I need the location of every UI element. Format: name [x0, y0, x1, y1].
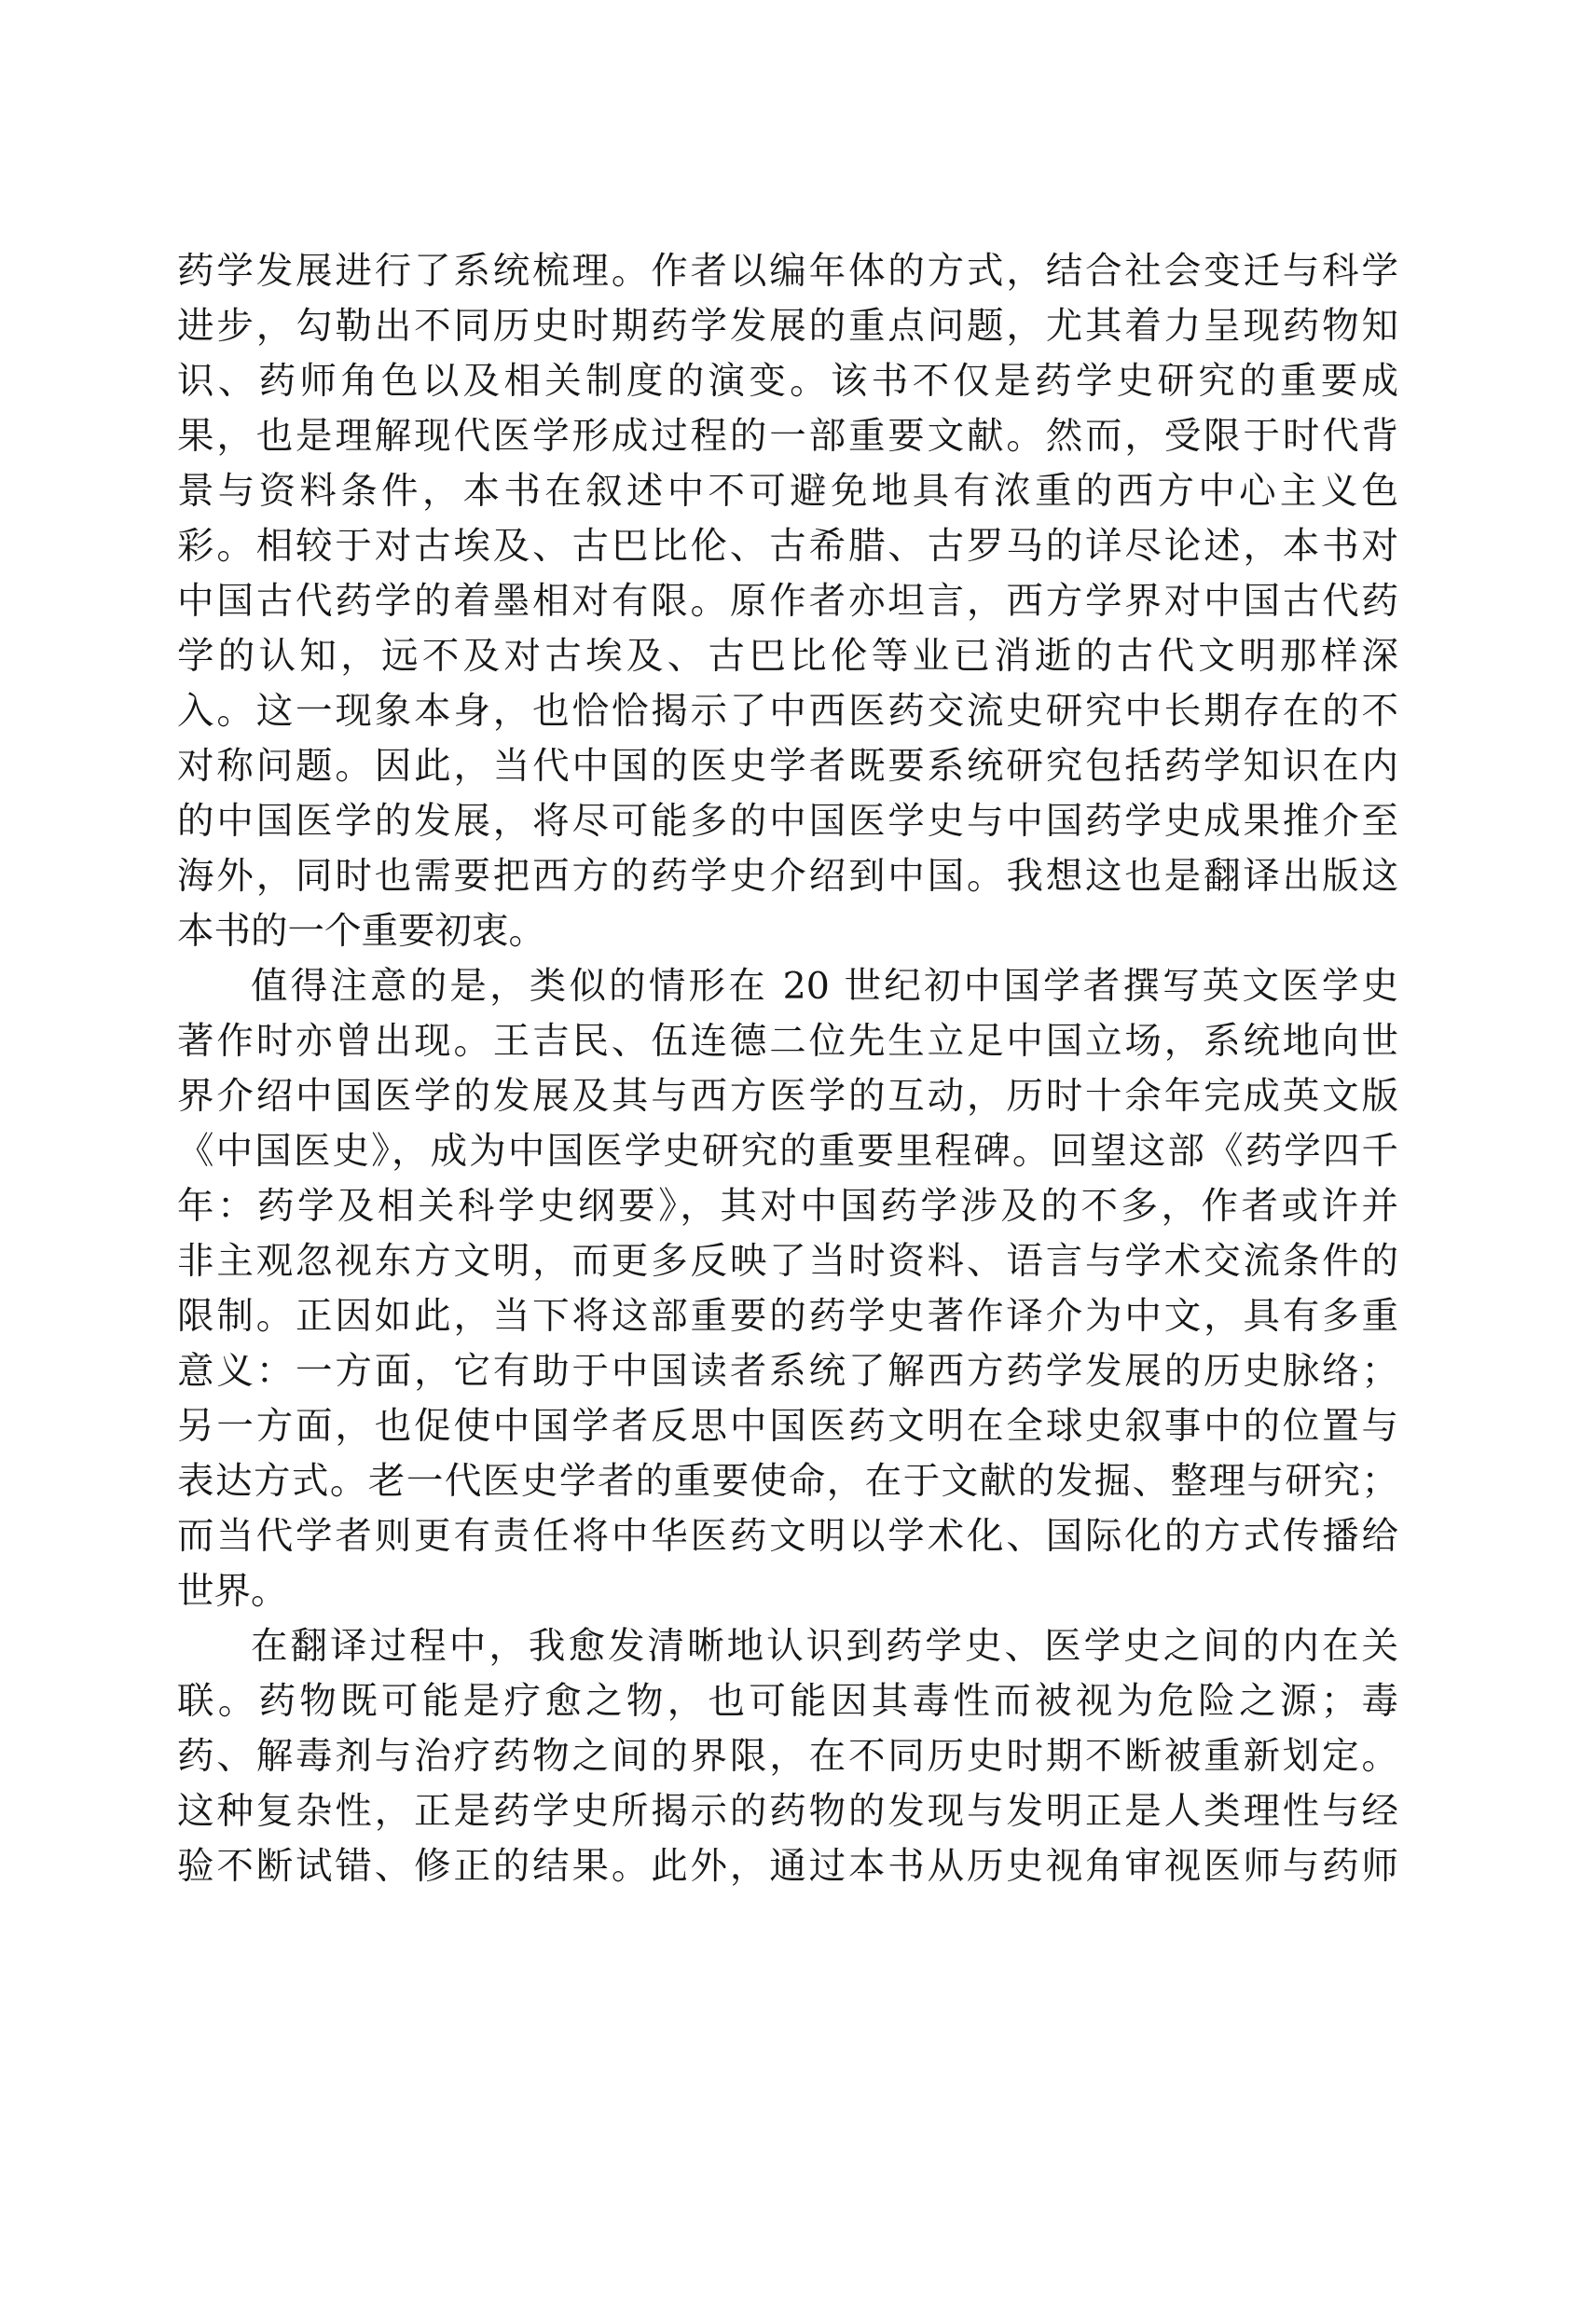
text-line: 在翻译过程中，我愈发清晰地认识到药学史、医学史之间的内在关	[251, 1625, 1398, 1668]
text-line: 而当代学者则更有责任将中华医药文明以学术化、国际化的方式传播给	[177, 1515, 1398, 1558]
text-line: 的中国医学的发展，将尽可能多的中国医学史与中国药学史成果推介至	[177, 800, 1398, 843]
text-line: 中国古代药学的着墨相对有限。原作者亦坦言，西方学界对中国古代药	[177, 580, 1398, 623]
text-line: 药学发展进行了系统梳理。作者以编年体的方式，结合社会变迁与科学	[177, 250, 1398, 293]
text-line: 意义：一方面，它有助于中国读者系统了解西方药学发展的历史脉络；	[177, 1350, 1398, 1393]
paragraph	[177, 244, 1398, 959]
text-line: 联。药物既可能是疗愈之物，也可能因其毒性而被视为危险之源；毒	[177, 1680, 1398, 1723]
text-line: 值得注意的是，类似的情形在 20 世纪初中国学者撰写英文医学史	[251, 965, 1398, 1008]
text-line: 入。这一现象本身，也恰恰揭示了中西医药交流史研究中长期存在的不	[177, 690, 1398, 733]
text-line: 著作时亦曾出现。王吉民、伍连德二位先生立足中国立场，系统地向世	[177, 1020, 1398, 1063]
text-line: 进步，勾勒出不同历史时期药学发展的重点问题，尤其着力呈现药物知	[177, 305, 1398, 348]
body-text	[177, 244, 1398, 1894]
text-line: 限制。正因如此，当下将这部重要的药学史著作译介为中文，具有多重	[177, 1295, 1398, 1338]
text-line: 世界。	[177, 1570, 288, 1613]
text-line: 学的认知，远不及对古埃及、古巴比伦等业已消逝的古代文明那样深	[177, 635, 1398, 678]
text-line: 年：药学及相关科学史纲要》，其对中国药学涉及的不多，作者或许并	[177, 1185, 1398, 1228]
text-line: 这种复杂性，正是药学史所揭示的药物的发现与发明正是人类理性与经	[177, 1790, 1398, 1833]
text-line: 另一方面，也促使中国学者反思中国医药文明在全球史叙事中的位置与	[177, 1405, 1398, 1448]
text-line: 界介绍中国医学的发展及其与西方医学的互动，历时十余年完成英文版	[177, 1075, 1398, 1118]
text-line: 果，也是理解现代医学形成过程的一部重要文献。然而，受限于时代背	[177, 415, 1398, 458]
text-line: 药、解毒剂与治疗药物之间的界限，在不同历史时期不断被重新划定。	[177, 1735, 1398, 1778]
text-line: 表达方式。老一代医史学者的重要使命，在于文献的发掘、整理与研究；	[177, 1460, 1398, 1503]
text-line: 验不断试错、修正的结果。此外，通过本书从历史视角审视医师与药师	[177, 1845, 1398, 1888]
paragraph	[177, 959, 1398, 1619]
paragraph	[177, 1619, 1398, 1894]
text-line: 对称问题。因此，当代中国的医史学者既要系统研究包括药学知识在内	[177, 745, 1398, 788]
text-line: 识、药师角色以及相关制度的演变。该书不仅是药学史研究的重要成	[177, 360, 1398, 403]
text-line: 彩。相较于对古埃及、古巴比伦、古希腊、古罗马的详尽论述，本书对	[177, 525, 1398, 568]
text-line: 《中国医史》，成为中国医学史研究的重要里程碑。回望这部《药学四千	[177, 1130, 1398, 1173]
text-line: 海外，同时也需要把西方的药学史介绍到中国。我想这也是翻译出版这	[177, 855, 1398, 898]
text-line: 景与资料条件，本书在叙述中不可避免地具有浓重的西方中心主义色	[177, 470, 1398, 513]
text-line: 非主观忽视东方文明，而更多反映了当时资料、语言与学术交流条件的	[177, 1240, 1398, 1283]
text-line: 本书的一个重要初衷。	[177, 910, 545, 953]
